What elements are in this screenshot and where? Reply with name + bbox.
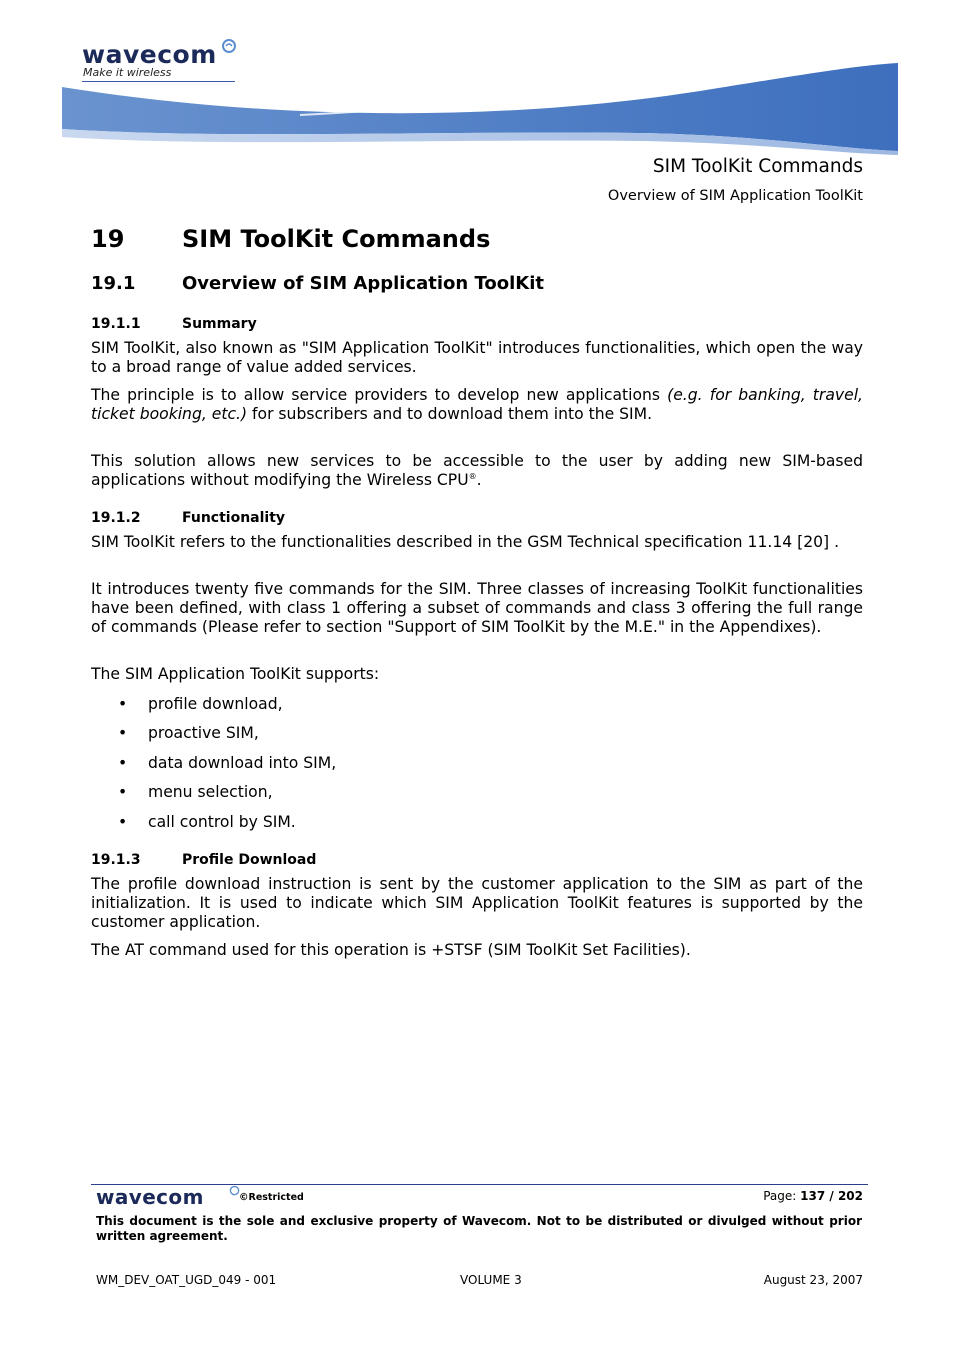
summary-paragraph-3 (91, 452, 863, 490)
chapter-heading (91, 225, 490, 253)
profile-download-heading (91, 852, 316, 868)
bullet-icon: • (118, 754, 128, 772)
functionality-paragraph-3: The SIM Application ToolKit supports: (91, 665, 380, 683)
list-item-text: data download into SIM, (148, 754, 337, 772)
list-item (118, 754, 336, 773)
functionality-heading (91, 510, 285, 526)
functionality-title: Functionality (182, 510, 286, 526)
summary-number: 19.1.1 (91, 316, 141, 332)
summary-p2-italic: (e.g. for banking, travel, ticket booking, etc.) (91, 386, 863, 423)
footer-doc-reference: WM_DEV_OAT_UGD_049 - 001 (96, 1273, 277, 1287)
footer-restricted: ©Restricted (239, 1192, 304, 1203)
profile-download-number: 19.1.3 (91, 852, 141, 868)
summary-heading (91, 316, 257, 332)
list-item (118, 783, 273, 802)
bullet-icon: • (118, 813, 128, 831)
functionality-paragraph-2: It introduces twenty five commands for the SIM. Three classes of increasing ToolKit functionalities have been defined, with class 1 offering a subset of commands and class 3 offering the full range of commands (Please refer to section "Support of SIM ToolKit by the M.E." in the Appendixes). (91, 580, 863, 636)
list-item (118, 695, 283, 714)
list-item-text: menu selection, (148, 783, 273, 801)
functionality-number: 19.1.2 (91, 510, 141, 526)
bullet-icon: • (118, 695, 128, 713)
profile-download-paragraph-2: The AT command used for this operation is +STSF (SIM ToolKit Set Facilities). (91, 941, 691, 959)
footer-rule (91, 1184, 868, 1185)
footer-page-number (763, 1189, 863, 1203)
footer-volume: VOLUME 3 (460, 1273, 522, 1287)
section-number: 19.1 (91, 273, 136, 294)
bullet-icon: • (118, 724, 128, 742)
footer-date: August 23, 2007 (763, 1273, 863, 1287)
list-item (118, 813, 296, 832)
logo-tagline: Make it wireless (83, 66, 172, 79)
profile-download-paragraph-1: The profile download instruction is sent by the customer application to the SIM as part of the initialization. It is used to indicate which SIM Application ToolKit features is supported by the customer application. (91, 875, 863, 931)
header-section-title: SIM ToolKit Commands (652, 156, 863, 177)
section-heading (91, 273, 544, 294)
chapter-number: 19 (91, 225, 125, 253)
page-total: 202 (837, 1189, 863, 1203)
header-wave-banner (0, 55, 954, 165)
summary-p2-text: The principle is to allow service providers to develop new applications (91, 386, 668, 404)
header-section-subtitle: Overview of SIM Application ToolKit (607, 188, 863, 204)
summary-paragraph-2 (91, 386, 863, 424)
summary-title: Summary (182, 316, 257, 332)
profile-download-title: Profile Download (182, 852, 317, 868)
page-separator: / (825, 1189, 838, 1203)
registered-mark: ® (468, 472, 477, 481)
bullet-icon: • (118, 783, 128, 801)
functionality-paragraph-1: SIM ToolKit refers to the functionalities described in the GSM Technical specification 11.14 [20] . (91, 533, 840, 551)
section-title: Overview of SIM Application ToolKit (182, 273, 545, 294)
summary-p2-text-end: for subscribers and to download them into the SIM. (247, 405, 653, 423)
footer-notice: This document is the sole and exclusive property of Wavecom. Not to be distributed or divulged without prior written agreement. (96, 1214, 862, 1243)
list-item-text: call control by SIM. (148, 813, 296, 831)
list-item (118, 724, 259, 743)
summary-p3-text: This solution allows new services to be accessible to the user by adding new SIM-based applications without modifying the Wireless CPU (91, 452, 863, 489)
logo-swirl-icon (221, 38, 237, 54)
summary-p3-end: . (476, 471, 482, 489)
list-item-text: profile download, (148, 695, 283, 713)
wavecom-logo: wavecom (82, 40, 217, 69)
footer-wavecom-logo: wavecom (96, 1185, 204, 1209)
list-item-text: proactive SIM, (148, 724, 259, 742)
summary-paragraph-1: SIM ToolKit, also known as "SIM Application ToolKit" introduces functionalities, which open the way to a broad range of value added services. (91, 339, 863, 376)
page-current: 137 (800, 1189, 826, 1203)
page-label: Page: (763, 1189, 801, 1203)
chapter-title: SIM ToolKit Commands (182, 225, 491, 253)
